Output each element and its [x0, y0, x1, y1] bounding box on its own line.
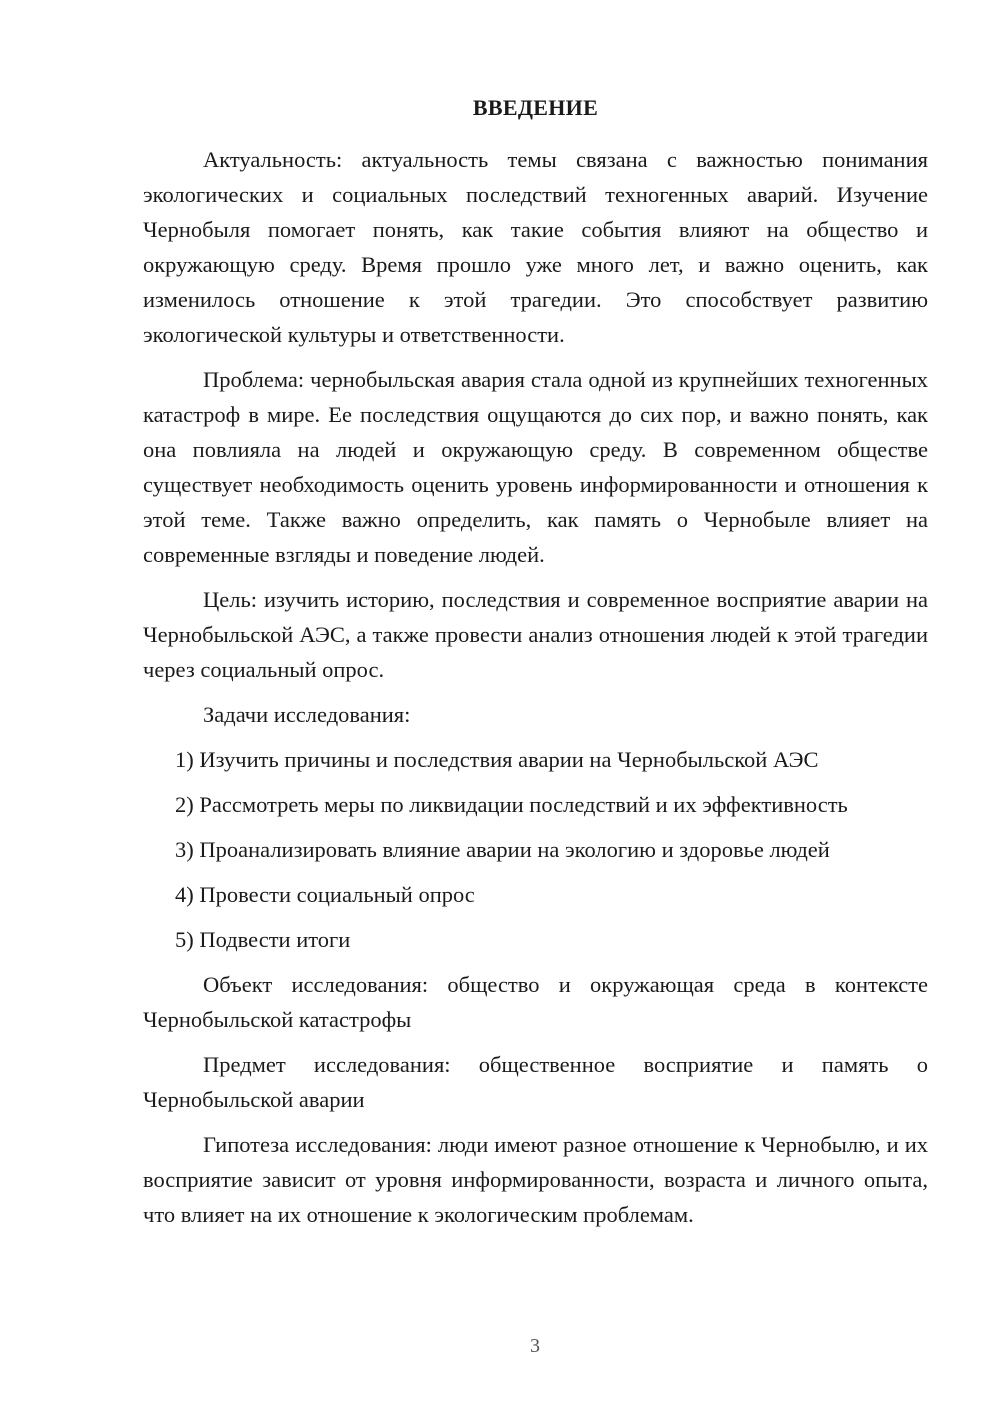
tasks-heading: Задачи исследования:	[203, 702, 411, 727]
tasks-list	[143, 742, 928, 957]
page-title: ВВЕДЕНИЕ	[472, 95, 599, 120]
task-item-1: 1) Изучить причины и последствия аварии на Чернобыльской АЭС	[175, 747, 819, 772]
task-item-3: 3) Проанализировать влияние аварии на экологию и здоровье людей	[175, 837, 830, 862]
task-item-4: 4) Провести социальный опрос	[175, 882, 475, 907]
problem-paragraph: Проблема: чернобыльская авария стала одной из крупнейших техногенных катастроф в мире. Ее последствия ощущаются до сих пор, и важно понять, как она повлияла на людей и окружающую среду. В современном обществе существует необходимость оценить уровень информированности и отношения к этой теме. Также важно определить, как память о Чернобыле влияет на современные взгляды и поведение людей.	[143, 367, 928, 567]
subject-paragraph: Предмет исследования: общественное восприятие и память о Чернобыльской аварии	[143, 1052, 928, 1112]
task-item-5: 5) Подвести итоги	[175, 927, 351, 952]
task-item-2: 2) Рассмотреть меры по ликвидации последствий и их эффективность	[175, 792, 848, 817]
relevance-paragraph: Актуальность: актуальность темы связана с важностью понимания экологических и социальных последствий техногенных аварий. Изучение Чернобыля помогает понять, как такие события влияют на общество и окружающую среду. Время прошло уже много лет, и важно оценить, как изменилось отношение к этой трагедии. Это способствует развитию экологической культуры и ответственности.	[143, 147, 928, 347]
hypothesis-paragraph: Гипотеза исследования: люди имеют разное отношение к Чернобылю, и их восприятие зависит от уровня информированности, возраста и личного опыта, что влияет на их отношение к экологическим проблемам.	[143, 1132, 928, 1227]
page-number: 3	[530, 1335, 540, 1357]
document-body	[143, 142, 928, 1242]
goal-paragraph: Цель: изучить историю, последствия и современное восприятие аварии на Чернобыльской АЭС, а также провести анализ отношения людей к этой трагедии через социальный опрос.	[143, 587, 928, 682]
object-paragraph: Объект исследования: общество и окружающая среда в контексте Чернобыльской катастрофы	[143, 972, 928, 1032]
